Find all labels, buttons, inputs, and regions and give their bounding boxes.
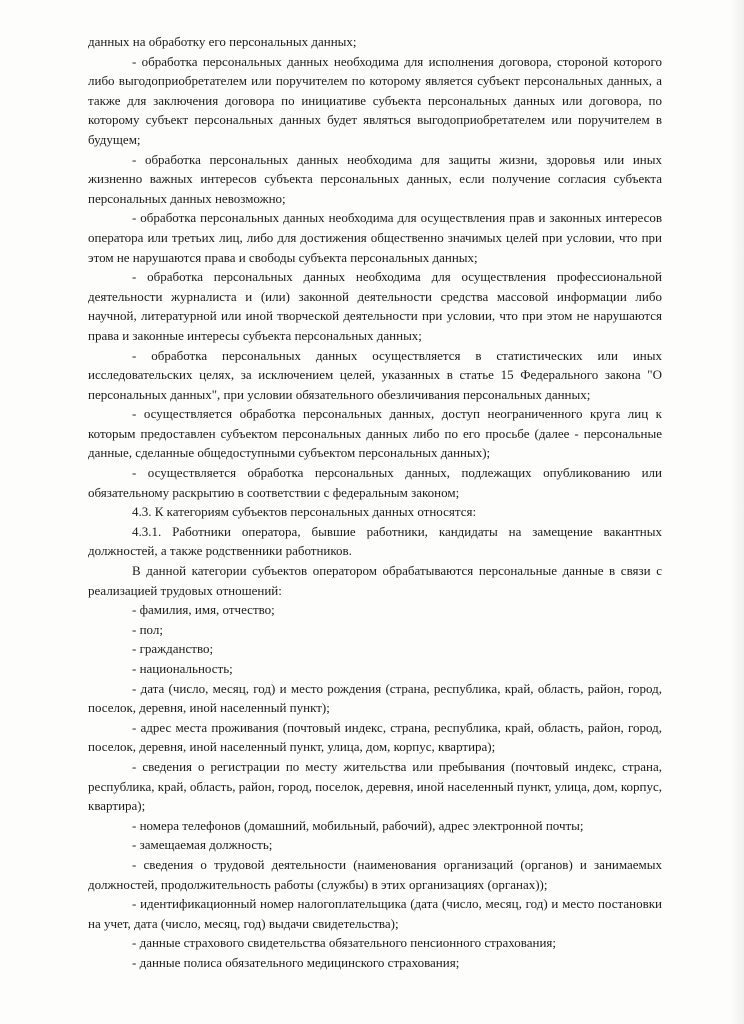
- section-heading-4-3-1: 4.3.1. Работники оператора, бывшие работники, кандидаты на замещение вакантных должностей, а также родственники работников.: [88, 523, 662, 559]
- paragraph-mandatory-disclosure: - осуществляется обработка персональных данных, подлежащих опубликованию или обязательному раскрытию в соответствии с федеральным законом;: [88, 465, 662, 500]
- list-item-position: - замещаемая должность;: [132, 837, 273, 853]
- list-item-pension-insurance: - данные страхового свидетельства обязательного пенсионного страхования;: [132, 935, 557, 951]
- list-item-employment-history: - сведения о трудовой деятельности (наименования организаций (органов) и занимаемых должностей, продолжительность работы (службы) в этих организациях (органах));: [88, 856, 662, 892]
- list-item-tax-id: - идентификационный номер налогоплательщика (дата (число, месяц, год) и место постановки на учет, дата (число, месяц, год) выдачи свидетельства);: [88, 896, 662, 931]
- document-body: [88, 32, 662, 973]
- paragraph-legitimate-interests: - обработка персональных данных необходима для осуществления прав и законных интересов оператора или третьих лиц, либо для достижения общественно значимых целей при условии, что при этом не нарушаются права и свободы субъекта персональных данных;: [88, 210, 662, 265]
- section-heading-4-3: 4.3. К категориям субъектов персональных данных относятся:: [132, 504, 477, 520]
- list-item-birth: - дата (число, месяц, год) и место рождения (страна, республика, край, область, район, город, поселок, деревня, иной населенный пункт);: [88, 680, 662, 716]
- list-item-nationality: - национальность;: [132, 661, 233, 676]
- list-item-residence-address: - адрес места проживания (почтовый индекс, страна, республика, край, область, район, город, поселок, деревня, иной населенный пункт, улица, дом, корпус, квартира);: [88, 719, 662, 755]
- page-edge-shadow: [730, 0, 744, 1024]
- paragraph-public-data: - осуществляется обработка персональных данных, доступ неограниченного круга лиц к которым предоставлен субъектом персональных данных либо по его просьбе (далее - персональные данные, сделанные общедоступными субъектом персональных данных);: [88, 406, 662, 461]
- list-item-sex: - пол;: [132, 621, 163, 637]
- list-item-phones-email: - номера телефонов (домашний, мобильный, рабочий), адрес электронной почты;: [132, 817, 584, 833]
- paragraph-journalism: - обработка персональных данных необходима для осуществления профессиональной деятельности журналиста и (или) законной деятельности средства массовой информации либо научной, литературной или иной творческой деятельности при условии, что при этом не нарушаются права и законные интересы субъекта персональных данных;: [88, 269, 662, 343]
- list-item-citizenship: - гражданство;: [132, 641, 214, 657]
- list-item-medical-insurance: - данные полиса обязательного медицинского страхования;: [132, 954, 460, 970]
- paragraph-statistics: - обработка персональных данных осуществляется в статистических или иных исследовательских целях, за исключением целей, указанных в статье 15 Федерального закона "О персональных данных", при условии обязательного обезличивания персональных данных;: [88, 347, 662, 402]
- list-item-full-name: - фамилия, имя, отчество;: [132, 602, 275, 618]
- list-item-registration: - сведения о регистрации по месту жительства или пребывания (почтовый индекс, страна, республика, край, область, район, город, поселок, деревня, иной населенный пункт, улица, дом, корпус, квартира);: [88, 758, 662, 814]
- paragraph-continuation: данных на обработку его персональных данных;: [88, 34, 357, 49]
- paragraph-category-intro: В данной категории субъектов оператором обрабатываются персональные данные в связи с реализацией трудовых отношений:: [88, 563, 662, 598]
- paragraph-contract-processing: - обработка персональных данных необходима для исполнения договора, стороной которого либо выгодоприобретателем или поручителем по которому является субъект персональных данных, а также для заключения договора по инициативе субъекта персональных данных или договора, по которому субъект персональных данных будет являться выгодоприобретателем или поручителем в будущем;: [88, 53, 662, 147]
- paragraph-vital-interests: - обработка персональных данных необходима для защиты жизни, здоровья или иных жизненно важных интересов субъекта персональных данных, если получение согласия субъекта персональных данных невозможно;: [88, 151, 662, 206]
